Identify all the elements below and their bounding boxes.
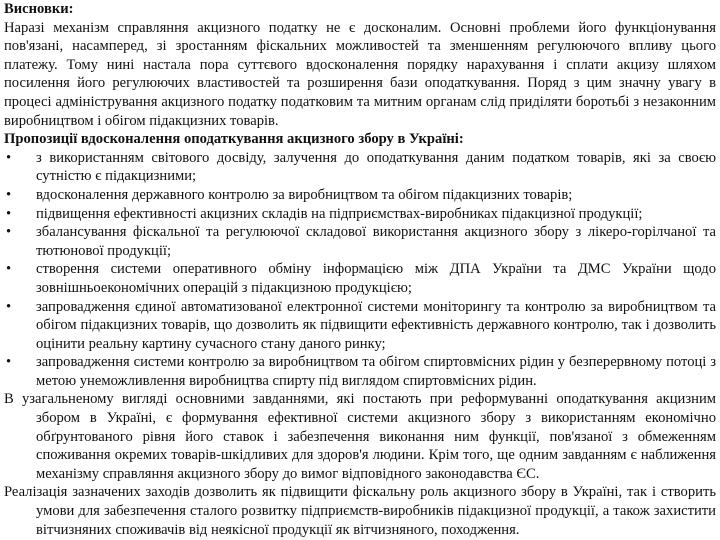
list-item: • підвищення ефективності акцизних складів на підприємствах-виробниках підакцизної продукції;: [6, 205, 643, 222]
bullet-icon: •: [6, 261, 12, 278]
list-item: • запровадження єдиної автоматизованої електронної системи моніторингу та контролю за виробництвом та обігом підакцизних товарів, що дозволить як підвищити ефективність державного контролю, так і дозволить оцінити реальну картину сучасного стану даного ринку;: [6, 298, 716, 352]
proposals-list: [4, 149, 716, 391]
bullet-icon: •: [6, 224, 12, 241]
list-item: • вдосконалення державного контролю за виробництвом та обігом підакцизних товарів;: [6, 186, 573, 203]
list-item: • створення системи оперативного обміну інформацією між ДПА України та ДМС України щодо зовнішньоекономічних операцій з підакцизною продукцією;: [6, 261, 716, 296]
list-item: • збалансування фіскальної та регулюючої складової використання акцизного збору з лікеро-горілчаної та тютюнової продукції;: [6, 224, 716, 259]
bullet-icon: •: [6, 205, 12, 222]
conclusions-heading: Висновки:: [4, 1, 74, 17]
conclusions-paragraph: Наразі механізм справляння акцизного податку не є досконалим. Основні проблеми його функціонування пов'язані, насамперед, зі зростанням фіскальних можливостей та зменшенням регулюючого впливу цього платежу. Тому нині настала пора суттєвого вдосконалення порядку нарахування і сплати акцизу шляхом посилення його регулюючих властивостей та розширення бази оподаткування. Поряд з цим значну увагу в процесі адміністрування акцизного податку податковим та митним органам слід приділяти боротьбі з незаконним виробництвом і обігом підакцизних товарів.: [4, 19, 716, 129]
final-paragraph: Реалізація зазначених заходів дозволить як підвищити фіскальну роль акцизного збору в Україні, так і створить умови для забезпечення сталого розвитку підприємств-виробників підакцизної продукції, а також захистити вітчизняних споживачів від неякісної продукції як вітчизняного, походження.: [4, 484, 716, 538]
bullet-icon: •: [6, 186, 12, 203]
bullet-icon: •: [6, 149, 12, 166]
bullet-icon: •: [6, 298, 12, 315]
summary-paragraph: В узагальненому вигляді основними завданнями, які постають при реформуванні оподаткування акцизним збором в Україні, є формування ефективної системи акцизного збору з використанням економічно обґрунтованого рівня його ставок і забезпечення виконання ним функції, пов'язаної з обмеженням споживання окремих товарів-шкідливих для здоров'я людини. Крім того, ще одним завданням є наближення механізму справляння акцизного збору до вимог відповідного законодавства ЄС.: [4, 391, 716, 482]
list-item: • запровадження системи контролю за виробництвом та обігом спиртовмісних рідин у безперервному потоці з метою унеможливлення виробництва спирту під виглядом спиртовмісних рідин.: [6, 354, 716, 389]
bullet-icon: •: [6, 354, 12, 371]
list-item: • з використанням світового досвіду, залучення до оподаткування даним податком товарів, які за своєю сутністю є підакцизними;: [6, 149, 716, 185]
proposals-heading: Пропозиції вдосконалення оподаткування акцизного збору в Україні:: [4, 131, 464, 148]
